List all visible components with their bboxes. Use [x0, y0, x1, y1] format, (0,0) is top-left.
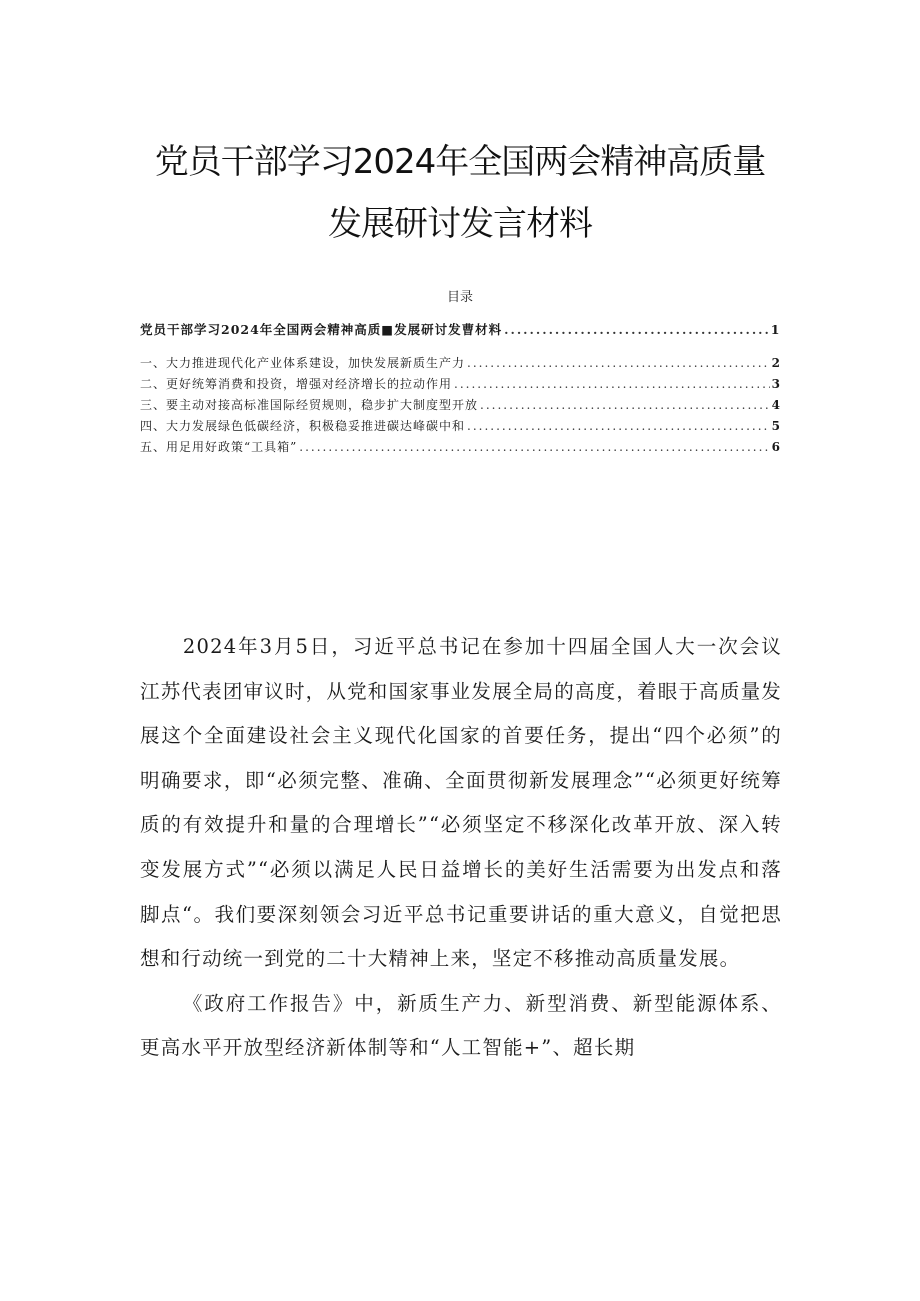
- toc-entry-page: 3: [771, 377, 780, 391]
- toc-entry-3[interactable]: [140, 396, 780, 417]
- toc-entry-page: 1: [770, 322, 780, 337]
- toc-leader-dots: [480, 398, 770, 412]
- body-paragraph-1: 2024年3月5日，习近平总书记在参加十四届全国人大一次会议江苏代表团审议时，从党和国家事业发展全局的高度，着眼于高质量发展这个全面建设社会主义现代化国家的首要任务，提出“四个必须”的明确要求，即“必须完整、准确、全面贯彻新发展理念”“必须更好统筹质的有效提升和量的合理增长”“必须坚定不移深化改革开放、深入转变发展方式”“必须以满足人民日益增长的美好生活需要为出发点和落脚点“。我们要深刻领会习近平总书记重要讲话的重大意义，自觉把思想和行动统一到党的二十大精神上来，坚定不移推动高质量发展。: [140, 635, 782, 971]
- toc-leader-dots: [454, 377, 770, 391]
- body-paragraph-2: 《政府工作报告》中，新质生产力、新型消费、新型能源体系、更高水平开放型经济新体制等和“人工智能+”、超长期: [140, 991, 782, 1060]
- document-title-line-2: 发展研讨发言材料: [328, 204, 592, 244]
- toc-entry-5[interactable]: [140, 438, 780, 459]
- toc-leader-dots: [467, 356, 770, 370]
- toc-entry-2[interactable]: [140, 375, 780, 396]
- toc-entry-page: 4: [771, 398, 780, 412]
- toc-entry-page: 6: [771, 440, 780, 454]
- toc-entry-main[interactable]: [140, 320, 780, 354]
- toc-heading: 目录: [446, 290, 473, 305]
- toc-entry-text: 四、大力发展绿色低碳经济，积极稳妥推进碳达峰碳中和: [140, 419, 466, 433]
- toc-entry-1[interactable]: [140, 354, 780, 375]
- document-body: [140, 625, 782, 1071]
- toc-entry-text: 一、大力推进现代化产业体系建设，加快发展新质生产力: [140, 356, 466, 370]
- toc-leader-dots: [504, 322, 769, 337]
- toc-entry-text: 党员干部学习2024年全国两会精神高质■发展研讨发曹材料: [140, 322, 503, 337]
- document-title-line-1: 党员干部学习2024年全国两会精神高质量: [154, 142, 766, 182]
- toc-entry-page: 2: [771, 356, 780, 370]
- toc-entry-text: 三、要主动对接高标准国际经贸规则，稳步扩大制度型开放: [140, 398, 479, 412]
- toc-leader-dots: [299, 440, 769, 454]
- toc-entry-text: 五、用足用好政策“工具箱”: [140, 440, 298, 454]
- toc-entry-page: 5: [771, 419, 780, 433]
- toc-leader-dots: [467, 419, 770, 433]
- toc-entry-text: 二、更好统筹消费和投资，增强对经济增长的拉动作用: [140, 377, 453, 391]
- table-of-contents: [140, 320, 780, 459]
- toc-entry-4[interactable]: [140, 417, 780, 438]
